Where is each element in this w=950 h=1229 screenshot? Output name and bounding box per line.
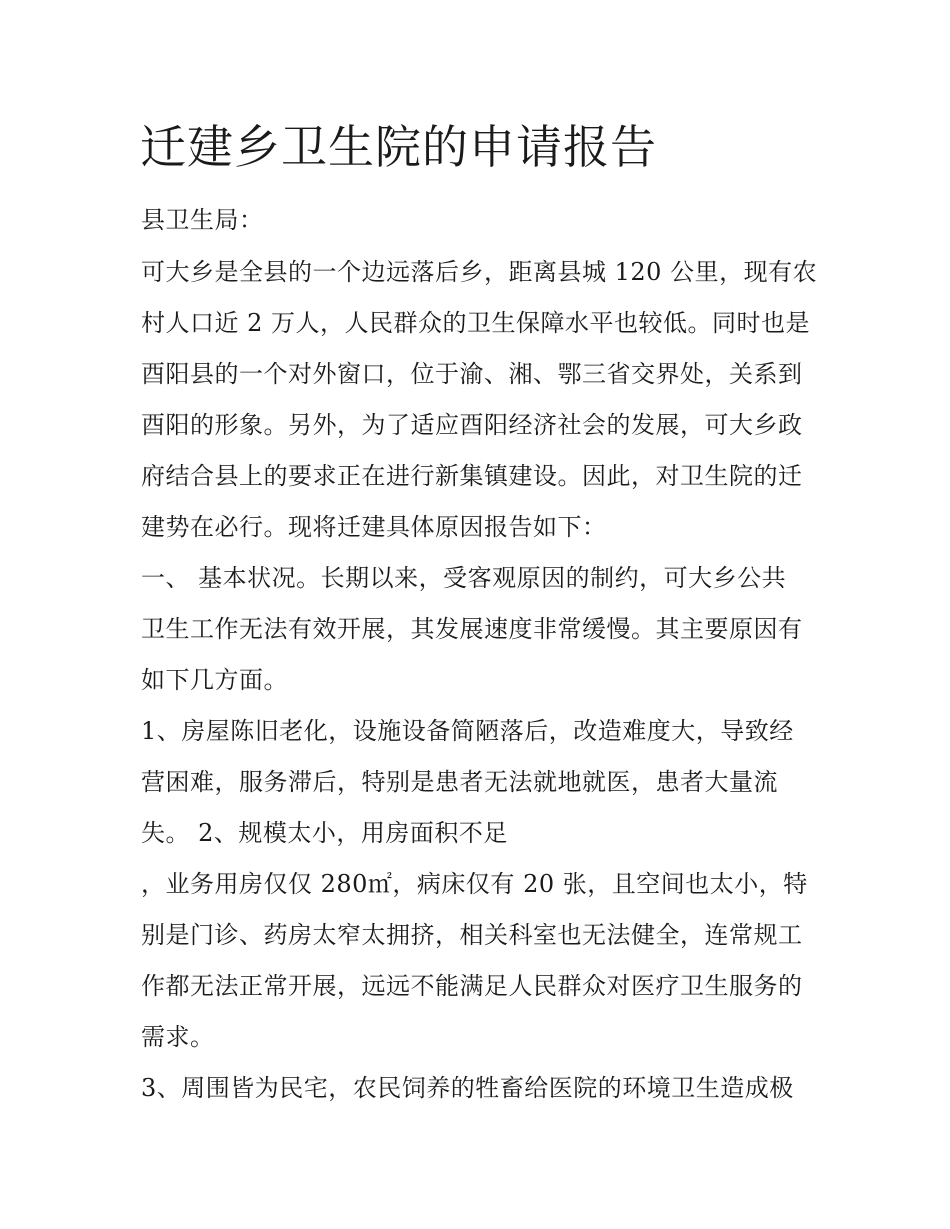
body-line: 酉阳的形象。另外，为了适应酉阳经济社会的发展，可大乡政	[141, 411, 803, 439]
body-line: 府结合县上的要求正在进行新集镇建设。因此，对卫生院的迁	[141, 462, 803, 490]
body-line: 村人口近 2 万人，人民群众的卫生保障水平也较低。同时也是	[141, 309, 811, 337]
body-line: 作都无法正常开展，远远不能满足人民群众对医疗卫生服务的	[141, 972, 803, 1000]
document-title: 迁建乡卫生院的申请报告	[140, 120, 657, 174]
body-line: 别是门诊、药房太窄太拥挤，相关科室也无法健全，连常规工	[141, 921, 803, 949]
body-line: 如下几方面。	[141, 666, 288, 694]
body-line: 酉阳县的一个对外窗口，位于渝、湘、鄂三省交界处，关系到	[141, 360, 803, 388]
section-heading-line: 一、 基本状况。长期以来，受客观原因的制约，可大乡公共	[141, 564, 787, 592]
list-item-line: 1、房屋陈旧老化，设施设备简陋落后，改造难度大，导致经	[141, 717, 794, 745]
list-item-line: 失。 2、规模太小，用房面积不足	[141, 819, 508, 847]
body-line: 卫生工作无法有效开展，其发展速度非常缓慢。其主要原因有	[141, 615, 803, 643]
body-line: 需求。	[141, 1023, 215, 1051]
body-line: 营困难，服务滞后，特别是患者无法就地就医，患者大量流	[141, 768, 778, 796]
list-item-line: 3、周围皆为民宅，农民饲养的牲畜给医院的环境卫生造成极	[141, 1074, 794, 1102]
body-line: 建势在必行。现将迁建具体原因报告如下：	[141, 513, 607, 541]
body-line: 可大乡是全县的一个边远落后乡，距离县城 120 公里，现有农	[141, 258, 818, 286]
body-line: ，业务用房仅仅 280㎡，病床仅有 20 张，且空间也太小，特	[141, 870, 808, 898]
salutation-line: 县卫生局：	[141, 206, 264, 234]
